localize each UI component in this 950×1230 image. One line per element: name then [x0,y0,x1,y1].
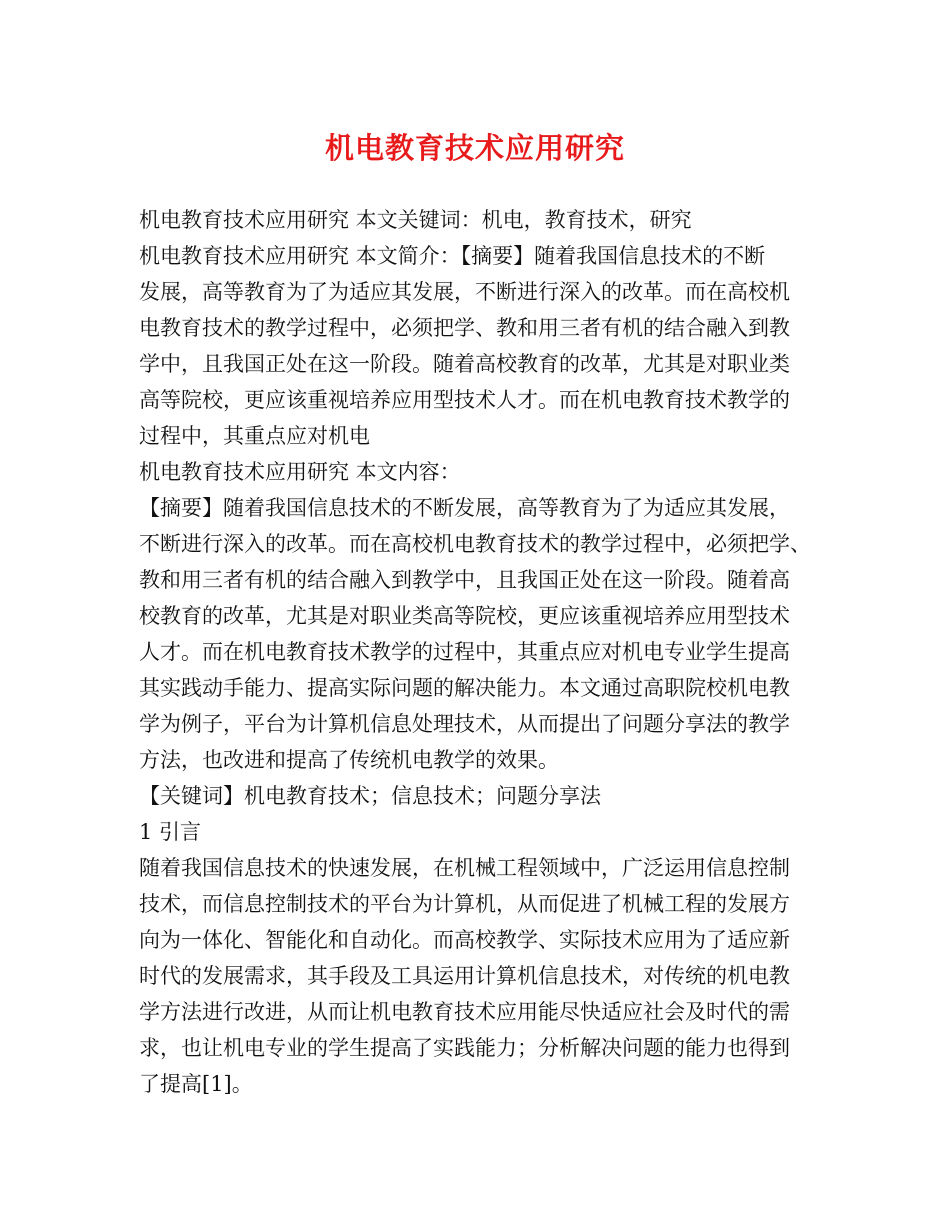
text-line: 学中，且我国正处在这一阶段。随着高校教育的改革，尤其是对职业类 [139,352,790,376]
text-line: 机电教育技术应用研究 本文简介：【摘要】随着我国信息技术的不断 [139,244,766,268]
text-line: 1 引言 [139,820,202,844]
text-line: 【关键词】机电教育技术；信息技术；问题分享法 [139,784,601,808]
text-line: 了提高[1]。 [139,1072,253,1096]
text-line: 人才。而在机电教育技术教学的过程中，其重点应对机电专业学生提高 [139,640,790,664]
text-line: 学方法进行改进，从而让机电教育技术应用能尽快适应社会及时代的需 [139,1000,790,1024]
text-line: 校教育的改革，尤其是对职业类高等院校，更应该重视培养应用型技术 [139,604,790,628]
text-line: 教和用三者有机的结合融入到教学中，且我国正处在这一阶段。随着高 [139,568,790,592]
document-body [139,202,829,1102]
text-line: 学为例子，平台为计算机信息处理技术，从而提出了问题分享法的教学 [139,712,790,736]
summary-paragraph [139,238,829,454]
text-line: 机电教育技术应用研究 本文关键词：机电，教育技术，研究 [139,208,692,232]
text-line: 不断进行深入的改革。而在高校机电教育技术的教学过程中，必须把学、 [139,532,811,556]
text-line: 过程中，其重点应对机电 [139,424,370,448]
text-line: 机电教育技术应用研究 本文内容： [139,460,461,484]
text-line: 电教育技术的教学过程中，必须把学、教和用三者有机的结合融入到教 [139,316,790,340]
text-line: 时代的发展需求，其手段及工具运用计算机信息技术，对传统的机电教 [139,964,790,988]
text-line: 其实践动手能力、提高实际问题的解决能力。本文通过高职院校机电教 [139,676,790,700]
keywords-line-paragraph [139,202,829,238]
text-line: 技术，而信息控制技术的平台为计算机，从而促进了机械工程的发展方 [139,892,790,916]
text-line: 方法，也改进和提高了传统机电教学的效果。 [139,748,559,772]
content-heading-paragraph [139,454,829,490]
document-title: 机电教育技术应用研究 [324,131,625,165]
text-line: 【摘要】随着我国信息技术的不断发展，高等教育为了为适应其发展， [139,496,790,520]
text-line: 向为一体化、智能化和自动化。而高校教学、实际技术应用为了适应新 [139,928,790,952]
abstract-paragraph [139,490,829,778]
text-line: 高等院校，更应该重视培养应用型技术人才。而在机电教育技术教学的 [139,388,790,412]
text-line: 随着我国信息技术的快速发展，在机械工程领域中，广泛运用信息控制 [139,856,790,880]
section-body-paragraph [139,850,829,1102]
keywords-paragraph [139,778,829,814]
section-heading [139,814,829,850]
text-line: 求，也让机电专业的学生提高了实践能力；分析解决问题的能力也得到 [139,1036,790,1060]
text-line: 发展，高等教育为了为适应其发展，不断进行深入的改革。而在高校机 [139,280,790,304]
